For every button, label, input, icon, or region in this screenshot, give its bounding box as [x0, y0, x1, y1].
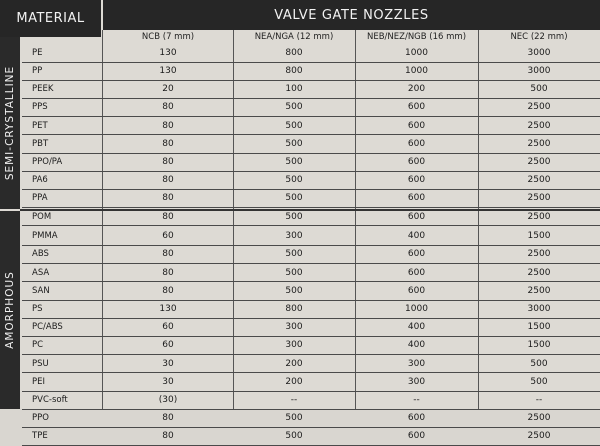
value-cell: 2500	[527, 156, 551, 167]
material-cell: PS	[32, 304, 43, 315]
value-cell: 2500	[527, 413, 551, 424]
value-cell: 1000	[405, 65, 428, 76]
value-cell: 600	[407, 156, 426, 167]
material-cell: SAN	[32, 285, 50, 296]
material-cell: PET	[32, 120, 48, 131]
table-row	[22, 62, 600, 81]
table-row	[22, 319, 600, 338]
value-cell: 500	[285, 156, 303, 167]
value-cell: 80	[162, 175, 174, 186]
value-cell: 400	[407, 340, 426, 351]
value-cell: 500	[285, 175, 303, 186]
value-cell: 600	[407, 249, 426, 260]
table-row	[22, 373, 600, 392]
value-cell: 80	[162, 193, 174, 204]
valve-gate-nozzles-header: VALVE GATE NOZZLES	[103, 0, 600, 30]
value-cell: 600	[407, 102, 426, 113]
material-cell: PMMA	[32, 231, 58, 242]
table-row	[22, 80, 600, 99]
col-header-ncb: NCB (7 mm)	[141, 31, 195, 42]
material-cell: PEEK	[32, 84, 54, 95]
table-row	[22, 44, 600, 63]
col-header-nea: NEA/NGA (12 mm)	[254, 31, 334, 42]
value-cell: 1000	[405, 304, 428, 315]
value-cell: 200	[285, 358, 303, 369]
table-row	[22, 171, 600, 190]
amorphous-bar	[0, 211, 20, 409]
value-cell: 80	[162, 102, 174, 113]
value-cell: 500	[285, 120, 303, 131]
value-cell: 300	[285, 340, 303, 351]
value-cell: 80	[162, 138, 174, 149]
value-cell: 500	[285, 413, 303, 424]
material-header: MATERIAL	[0, 0, 101, 37]
data-grid	[22, 44, 600, 442]
value-cell: 2500	[527, 211, 551, 222]
value-cell: 2500	[527, 267, 551, 278]
material-cell: PVC-soft	[32, 395, 68, 406]
table-row	[22, 228, 600, 247]
value-cell: 500	[285, 193, 303, 204]
value-cell: 80	[162, 431, 174, 442]
material-cell: PBT	[32, 138, 49, 149]
value-cell: 600	[407, 138, 426, 149]
value-cell: 2500	[527, 138, 551, 149]
value-cell: 200	[407, 84, 426, 95]
value-cell: 500	[530, 358, 548, 369]
semi-crystalline-bar	[0, 37, 20, 209]
value-cell: 400	[407, 231, 426, 242]
value-cell: 2500	[527, 193, 551, 204]
value-cell: 1500	[527, 340, 551, 351]
material-cell: PC	[32, 340, 44, 351]
table-row	[22, 282, 600, 301]
value-cell: 80	[162, 211, 174, 222]
value-cell: 1000	[405, 47, 428, 58]
value-cell: 130	[159, 47, 177, 58]
table-row	[22, 428, 600, 446]
value-cell: 3000	[527, 47, 551, 58]
value-cell: 1500	[527, 231, 551, 242]
value-cell: 80	[162, 156, 174, 167]
value-cell: 80	[162, 249, 174, 260]
value-cell: 30	[162, 358, 174, 369]
value-cell: 300	[285, 231, 303, 242]
value-cell: 80	[162, 413, 174, 424]
value-cell: 80	[162, 267, 174, 278]
table-row	[22, 153, 600, 172]
table-row	[22, 246, 600, 265]
value-cell: 500	[285, 249, 303, 260]
value-cell: 600	[407, 431, 426, 442]
value-cell: 500	[285, 285, 303, 296]
material-cell: PPS	[32, 102, 48, 113]
material-cell: PE	[32, 47, 43, 58]
material-cell: POM	[32, 211, 52, 222]
value-cell: 2500	[527, 102, 551, 113]
value-cell: 600	[407, 267, 426, 278]
value-cell: --	[413, 395, 420, 406]
material-cell: PPO/PA	[32, 156, 63, 167]
value-cell: 20	[162, 84, 174, 95]
value-cell: 500	[285, 211, 303, 222]
material-cell: PA6	[32, 175, 48, 186]
table-row	[22, 337, 600, 356]
value-cell: 2500	[527, 431, 551, 442]
value-cell: 3000	[527, 65, 551, 76]
value-cell: 60	[162, 340, 174, 351]
value-cell: 800	[285, 65, 303, 76]
material-cell: PPO	[32, 413, 49, 424]
value-cell: 600	[407, 285, 426, 296]
value-cell: 600	[407, 211, 426, 222]
table-row	[22, 99, 600, 118]
value-cell: 500	[285, 138, 303, 149]
value-cell: 300	[407, 376, 426, 387]
material-cell: TPE	[32, 431, 48, 442]
value-cell: 2500	[527, 120, 551, 131]
value-cell: 300	[285, 322, 303, 333]
value-cell: 1500	[527, 322, 551, 333]
col-header-nec: NEC (22 mm)	[510, 31, 568, 42]
value-cell: --	[535, 395, 543, 406]
amorphous-label: AMORPHOUS	[4, 271, 16, 349]
table-row	[22, 135, 600, 154]
value-cell: 3000	[527, 304, 551, 315]
material-cell: PEI	[32, 376, 46, 387]
value-cell: 60	[162, 322, 174, 333]
col-header-neb: NEB/NEZ/NGB (16 mm)	[366, 31, 467, 42]
table-row	[22, 190, 600, 209]
value-cell: 600	[407, 413, 426, 424]
value-cell: 800	[285, 47, 303, 58]
value-cell: 130	[159, 304, 177, 315]
value-cell: 200	[285, 376, 303, 387]
value-cell: 500	[285, 267, 303, 278]
value-cell: 2500	[527, 249, 551, 260]
value-cell: 30	[162, 376, 174, 387]
table-row	[22, 300, 600, 319]
table-row	[22, 355, 600, 374]
value-cell: --	[290, 395, 298, 406]
value-cell: 600	[407, 120, 426, 131]
value-cell: 100	[285, 84, 303, 95]
table-row	[22, 264, 600, 283]
value-cell: 80	[162, 120, 174, 131]
table-row	[22, 410, 600, 429]
value-cell: 60	[162, 231, 174, 242]
value-cell: 400	[407, 322, 426, 333]
material-cell: PSU	[32, 358, 49, 369]
value-cell: 500	[285, 102, 303, 113]
value-cell: 80	[162, 285, 174, 296]
material-cell: ASA	[32, 267, 50, 278]
table-row	[22, 391, 600, 410]
material-cell: PC/ABS	[32, 322, 63, 333]
value-cell: (30)	[158, 395, 178, 406]
material-cell: PP	[32, 65, 43, 76]
semi-crystalline-label: SEMI-CRYSTALLINE	[4, 65, 17, 181]
value-cell: 600	[407, 175, 426, 186]
table-row	[22, 117, 600, 136]
value-cell: 500	[530, 376, 548, 387]
value-cell: 600	[407, 193, 426, 204]
material-cell: ABS	[32, 249, 49, 260]
value-cell: 500	[285, 431, 303, 442]
value-cell: 300	[407, 358, 426, 369]
section-separator	[20, 209, 600, 211]
value-cell: 130	[159, 65, 177, 76]
value-cell: 2500	[527, 175, 551, 186]
material-cell: PPA	[32, 193, 48, 204]
value-cell: 800	[285, 304, 303, 315]
value-cell: 2500	[527, 285, 551, 296]
value-cell: 500	[530, 84, 548, 95]
